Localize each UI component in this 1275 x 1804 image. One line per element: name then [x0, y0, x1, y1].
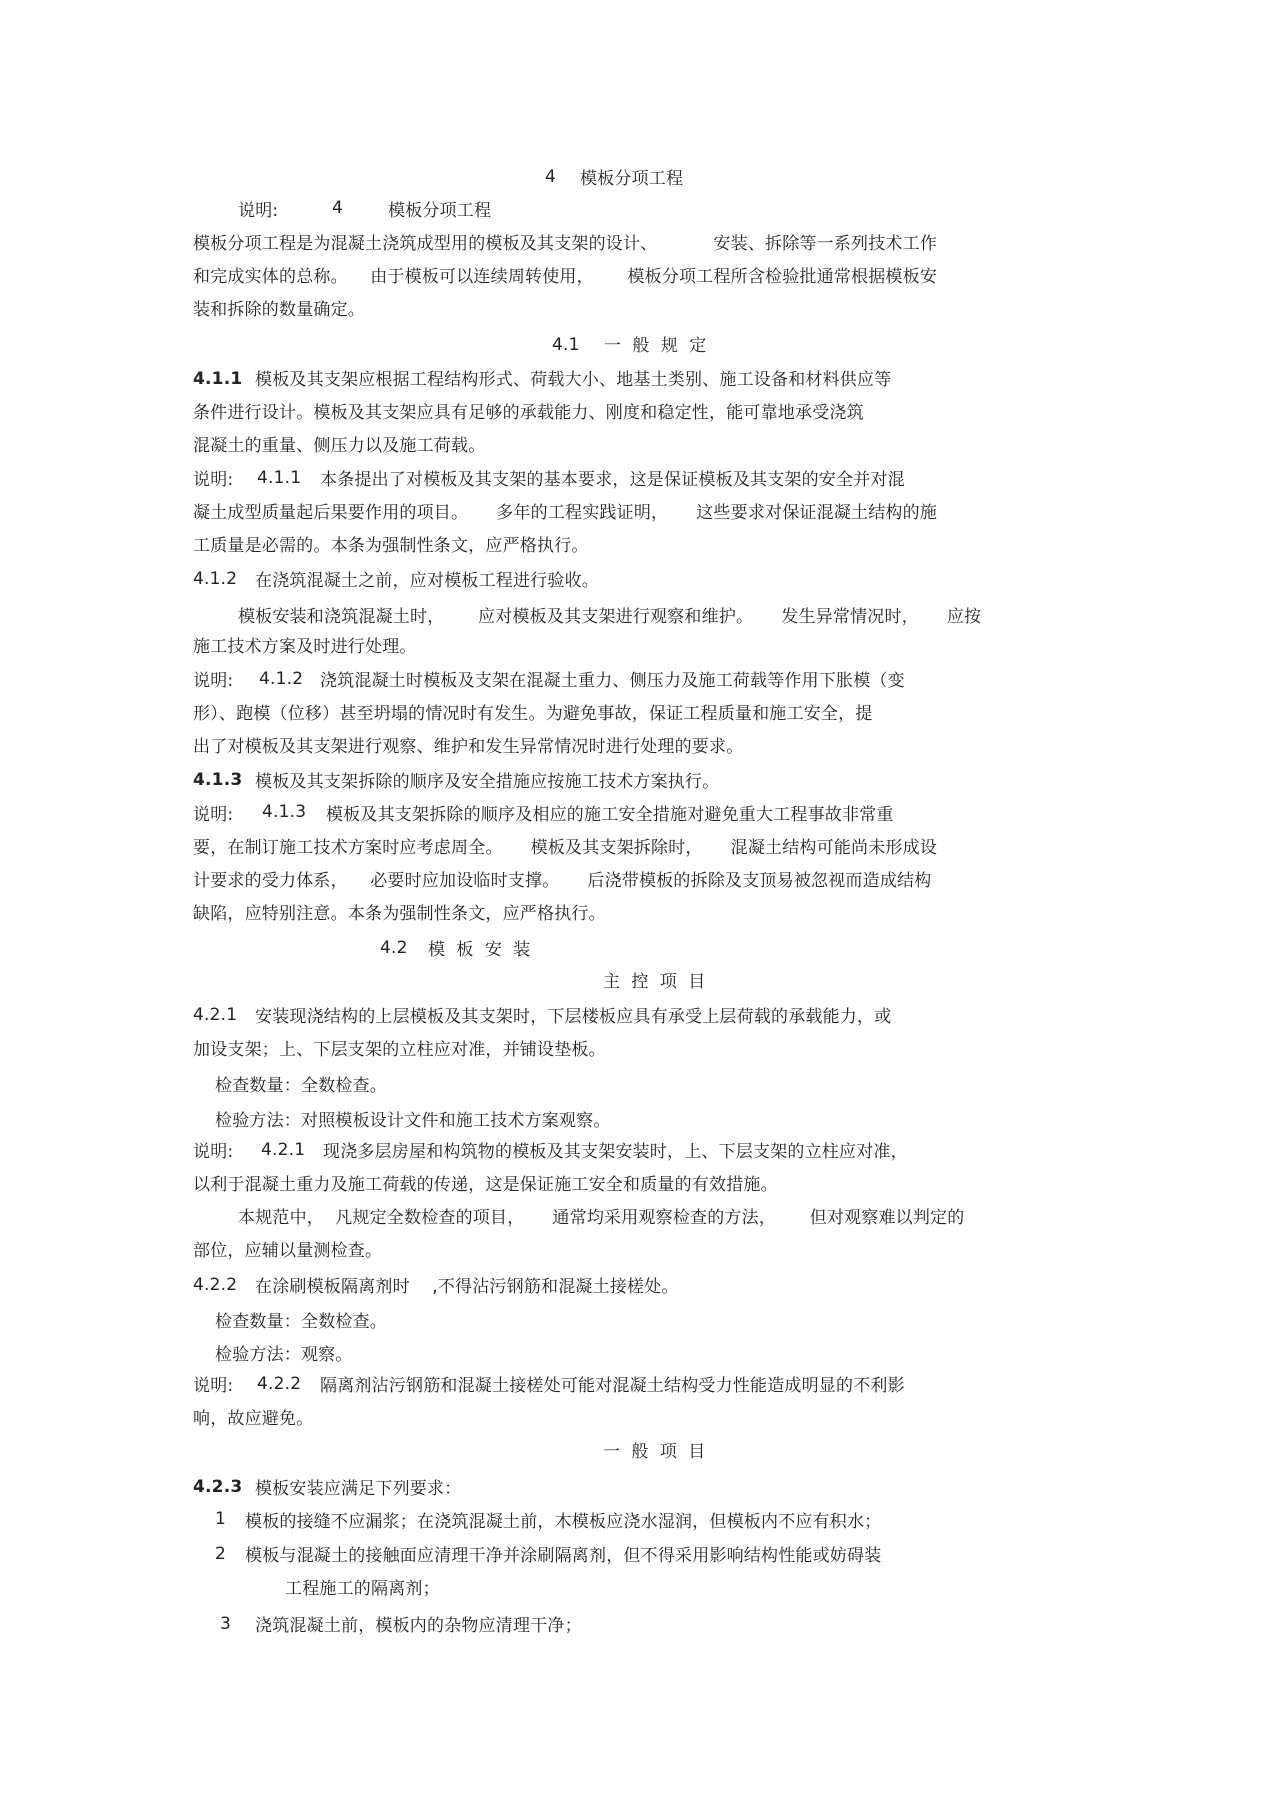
- section-number: 4.1: [552, 335, 580, 355]
- check-method: 检验方法：对照模板设计文件和施工技术方案观察。: [215, 1111, 611, 1131]
- clause-text: 在涂刷模板隔离剂时 ,不得沾污钢筋和混凝土接槎处。: [255, 1277, 679, 1297]
- note-text: 隔离剂沾污钢筋和混凝土接槎处可能对混凝土结构受力性能造成明显的不利影: [320, 1376, 905, 1396]
- clause-number: 4.1.3: [193, 770, 243, 790]
- list-item-number: 3: [220, 1614, 232, 1634]
- text-line: 和完成实体的总称。 由于模板可以连续周转使用， 模板分项工程所含检验批通常根据模板安: [193, 267, 938, 287]
- clause-number: 4.2.1: [193, 1005, 238, 1025]
- list-item-number: 1: [215, 1509, 227, 1529]
- clause-text: 施工技术方案及时进行处理。: [193, 637, 417, 657]
- clause-text: 模板安装和浇筑混凝土时， 应对模板及其支架进行观察和维护。 发生异常情况时， 应按: [238, 607, 982, 627]
- note-text: 形）、跑模（位移）甚至坍塌的情况时有发生。为避免事故，保证工程质量和施工安全，提: [193, 704, 873, 724]
- note-number: 4.1.2: [259, 669, 304, 689]
- note-number: 4.1.3: [262, 802, 307, 822]
- clause-number: 4.1.1: [193, 369, 243, 389]
- note-number: 4: [332, 198, 344, 218]
- note-label: 说明:: [193, 671, 234, 691]
- section-number: 4.2: [380, 938, 408, 958]
- note-text: 以利于混凝土重力及施工荷载的传递，这是保证施工安全和质量的有效措施。: [193, 1175, 778, 1195]
- subsection-heading: 主 控 项 目: [603, 972, 706, 992]
- list-item-continuation: 工程施工的隔离剂；: [285, 1579, 440, 1599]
- note-number: 4.2.1: [261, 1140, 306, 1160]
- note-label: 说明:: [238, 201, 279, 221]
- note-label: 说明:: [193, 1142, 234, 1162]
- subsection-heading: 一 般 项 目: [603, 1442, 706, 1462]
- text-line: 装和拆除的数量确定。: [193, 300, 365, 320]
- note-number: 4.1.1: [257, 468, 302, 488]
- note-text: 本规范中， 凡规定全数检查的项目， 通常均采用观察检查的方法， 但对观察难以判定的: [238, 1208, 965, 1228]
- note-label: 说明:: [193, 470, 234, 490]
- section-heading: 模 板 安 装: [428, 940, 531, 960]
- clause-text: 模板安装应满足下列要求：: [255, 1479, 462, 1499]
- note-text: 工质量是必需的。本条为强制性条文，应严格执行。: [193, 536, 589, 556]
- check-method: 检验方法：观察。: [215, 1345, 353, 1365]
- clause-text: 模板及其支架应根据工程结构形式、荷载大小、地基土类别、施工设备和材料供应等: [255, 370, 892, 390]
- page-title: 模板分项工程: [580, 169, 684, 189]
- clause-text: 条件进行设计。模板及其支架应具有足够的承载能力、刚度和稳定性，能可靠地承受浇筑: [193, 403, 864, 423]
- clause-text: 模板及其支架拆除的顺序及安全措施应按施工技术方案执行。: [255, 772, 720, 792]
- clause-number: 4.1.2: [193, 569, 238, 589]
- note-text: 计要求的受力体系， 必要时应加设临时支撑。 后浇带模板的拆除及支顶易被忽视而造成结构: [193, 871, 932, 891]
- text-line: 模板分项工程是为混凝土浇筑成型用的模板及其支架的设计、 安装、拆除等一系列技术工作: [193, 234, 938, 254]
- check-quantity: 检查数量：全数检查。: [215, 1076, 387, 1096]
- title-number: 4: [545, 167, 557, 187]
- note-text: 浇筑混凝土时模板及支架在混凝土重力、侧压力及施工荷载等作用下胀模（变: [320, 671, 905, 691]
- note-text: 本条提出了对模板及其支架的基本要求，这是保证模板及其支架的安全并对混: [320, 470, 905, 490]
- list-item: 浇筑混凝土前，模板内的杂物应清理干净；: [255, 1616, 582, 1636]
- note-text: 凝土成型质量起后果要作用的项目。 多年的工程实践证明， 这些要求对保证混凝土结构的施: [193, 503, 938, 523]
- note-text: 响，故应避免。: [193, 1409, 314, 1429]
- clause-text: 加设支架；上、下层支架的立柱应对准，并铺设垫板。: [193, 1040, 606, 1060]
- clause-text: 安装现浇结构的上层模板及其支架时，下层楼板应具有承受上层荷载的承载能力，或: [255, 1007, 892, 1027]
- note-label: 说明:: [193, 805, 234, 825]
- list-item: 模板的接缝不应漏浆；在浇筑混凝土前，木模板应浇水湿润，但模板内不应有积水；: [245, 1512, 882, 1532]
- check-quantity: 检查数量：全数检查。: [215, 1312, 387, 1332]
- clause-number: 4.2.2: [193, 1275, 238, 1295]
- list-item: 模板与混凝土的接触面应清理干净并涂刷隔离剂，但不得采用影响结构性能或妨碍装: [245, 1546, 882, 1566]
- clause-text: 混凝土的重量、侧压力以及施工荷载。: [193, 436, 486, 456]
- note-text: 现浇多层房屋和构筑物的模板及其支架安装时，上、下层支架的立柱应对准，: [323, 1142, 908, 1162]
- list-item-number: 2: [215, 1544, 227, 1564]
- note-label: 说明:: [193, 1376, 234, 1396]
- note-text: 部位，应辅以量测检查。: [193, 1241, 383, 1261]
- note-text: 缺陷，应特别注意。本条为强制性条文，应严格执行。: [193, 904, 606, 924]
- clause-number: 4.2.3: [193, 1477, 243, 1497]
- note-number: 4.2.2: [257, 1374, 302, 1394]
- section-heading: 一 般 规 定: [604, 336, 707, 356]
- note-title: 模板分项工程: [388, 201, 492, 221]
- note-text: 模板及其支架拆除的顺序及相应的施工安全措施对避免重大工程事故非常重: [326, 805, 894, 825]
- note-text: 要，在制订施工技术方案时应考虑周全。 模板及其支架拆除时， 混凝土结构可能尚未形成设: [193, 838, 938, 858]
- note-text: 出了对模板及其支架进行观察、维护和发生异常情况时进行处理的要求。: [193, 737, 744, 757]
- clause-text: 在浇筑混凝土之前，应对模板工程进行验收。: [255, 571, 599, 591]
